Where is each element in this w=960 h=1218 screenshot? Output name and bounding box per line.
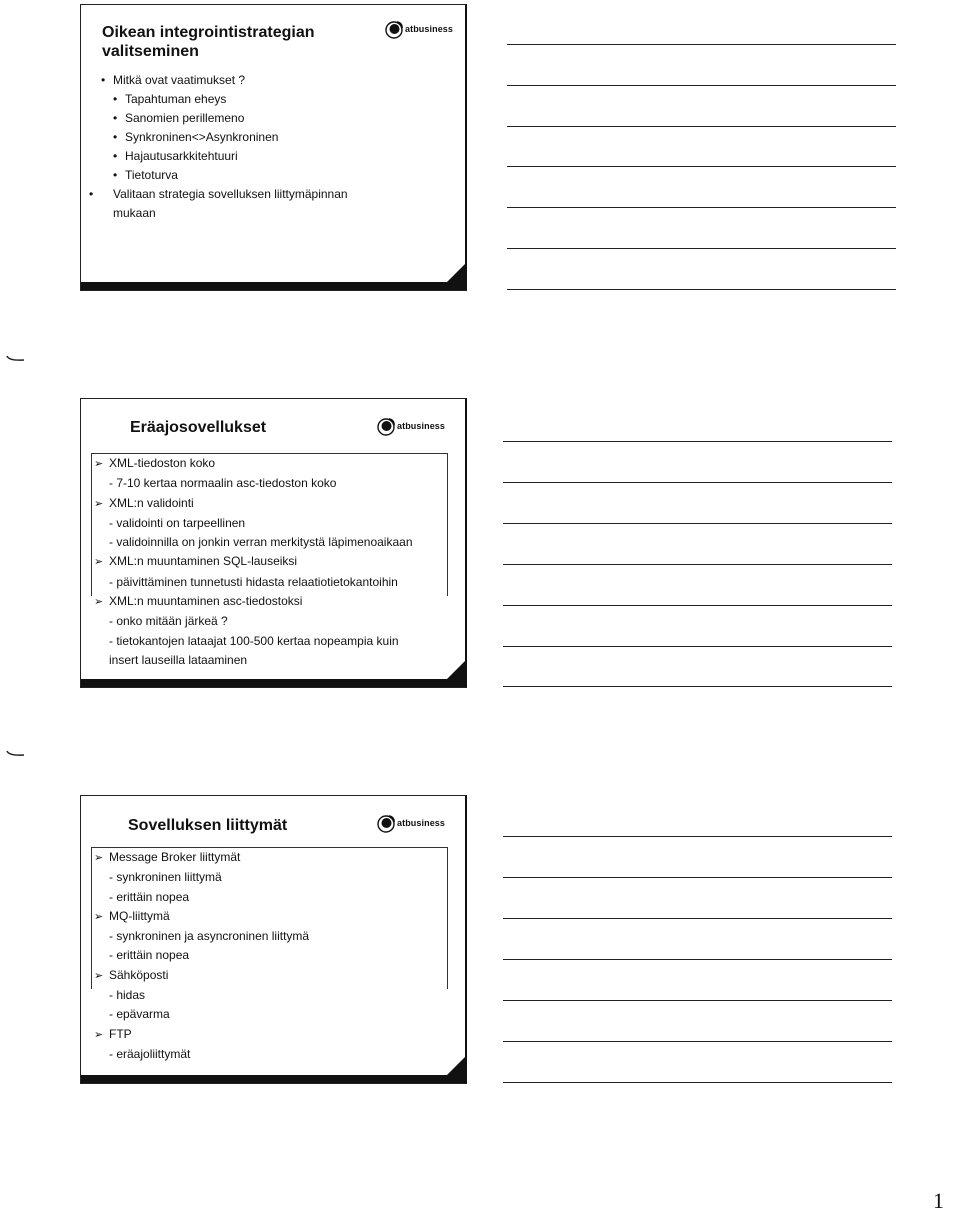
note-line (507, 248, 896, 249)
page-number: 1 (933, 1188, 944, 1213)
content-list (94, 454, 413, 670)
atbusiness-logo (384, 19, 453, 39)
list-item: ➢ XML:n validointi (94, 494, 413, 514)
note-line (503, 482, 892, 483)
list-item: - tietokantojen lataajat 100-500 kertaa nopeampia kuin (109, 633, 399, 648)
atbusiness-logo-icon (376, 813, 396, 833)
atbusiness-logo-icon (376, 416, 396, 436)
scan-mark (6, 355, 26, 363)
list-item: • Valitaan strategia sovelluksen liittymäpinnan mukaan (101, 185, 373, 223)
note-line (507, 166, 896, 167)
page-curl (445, 262, 467, 284)
list-item: - synkroninen ja asyncroninen liittymä (109, 929, 310, 944)
note-line (503, 564, 892, 565)
content-list (94, 848, 309, 1064)
note-line (507, 289, 896, 290)
list-item: ➢ FTP (94, 1025, 309, 1045)
slide-footer-bar (81, 679, 465, 687)
list-item: ➢ XML:n muuntaminen SQL-lauseiksi (94, 552, 413, 572)
note-line (503, 605, 892, 606)
slide-1 (80, 4, 467, 291)
list-item: - erittäin nopea (109, 889, 190, 904)
list-item: • Hajautusarkkitehtuuri (101, 147, 373, 166)
note-line (503, 959, 892, 960)
atbusiness-logo-icon (384, 19, 404, 39)
note-line (507, 207, 896, 208)
slide-footer-bar (81, 282, 465, 290)
list-item: • Sanomien perillemeno (101, 109, 373, 128)
list-item: - eräajoliittymät (109, 1046, 191, 1061)
list-item: - validoinnilla on jonkin verran merkitystä läpimenoaikaan (109, 535, 413, 550)
list-item: - hidas (109, 988, 146, 1003)
list-item: • Mitkä ovat vaatimukset ? (101, 71, 373, 90)
list-item: - onko mitään järkeä ? (109, 614, 228, 629)
slide-title: Sovelluksen liittymät (128, 817, 288, 834)
note-line (503, 646, 892, 647)
note-line (503, 877, 892, 878)
list-item: • Tietoturva (101, 166, 373, 185)
list-item: - 7-10 kertaa normaalin asc-tiedoston koko (109, 476, 337, 491)
list-item: - päivittäminen tunnetusti hidasta relaatiotietokantoihin (109, 574, 398, 589)
note-line (503, 1082, 892, 1083)
note-line (503, 523, 892, 524)
list-item: ➢ Message Broker liittymät (94, 848, 309, 868)
list-item: ➢ MQ-liittymä (94, 907, 309, 927)
list-item: ➢ XML:n muuntaminen asc-tiedostoksi (94, 592, 413, 612)
list-item: ➢ XML-tiedoston koko (94, 454, 413, 474)
list-item: ➢ Sähköposti (94, 966, 309, 986)
bullet-list (101, 71, 373, 223)
note-line (503, 441, 892, 442)
atbusiness-logo (376, 416, 445, 436)
page-curl (445, 659, 467, 681)
slide-2 (80, 398, 467, 688)
list-item: - erittäin nopea (109, 948, 190, 963)
slide-footer-bar (81, 1075, 465, 1083)
slide-title: Eräajosovellukset (130, 419, 267, 436)
logo-text: atbusiness (397, 421, 446, 431)
note-line (507, 126, 896, 127)
logo-text: atbusiness (397, 818, 446, 828)
list-item: • Synkroninen<>Asynkroninen (101, 128, 373, 147)
list-item: insert lauseilla lataaminen (109, 652, 248, 667)
list-item: - epävarma (109, 1007, 170, 1022)
logo-text: atbusiness (405, 24, 454, 34)
slide-3 (80, 795, 467, 1084)
note-line (503, 918, 892, 919)
note-line (507, 44, 896, 45)
list-item: • Tapahtuman eheys (101, 90, 373, 109)
note-line (503, 836, 892, 837)
note-line (503, 1041, 892, 1042)
note-line (507, 85, 896, 86)
list-item: - synkroninen liittymä (109, 870, 222, 885)
atbusiness-logo (376, 813, 445, 833)
page-curl (445, 1055, 467, 1077)
note-line (503, 686, 892, 687)
list-item: - validointi on tarpeellinen (109, 515, 246, 530)
scan-mark (6, 750, 26, 758)
note-line (503, 1000, 892, 1001)
slide-title: Oikean integrointistrategian valitseminen (102, 24, 315, 60)
